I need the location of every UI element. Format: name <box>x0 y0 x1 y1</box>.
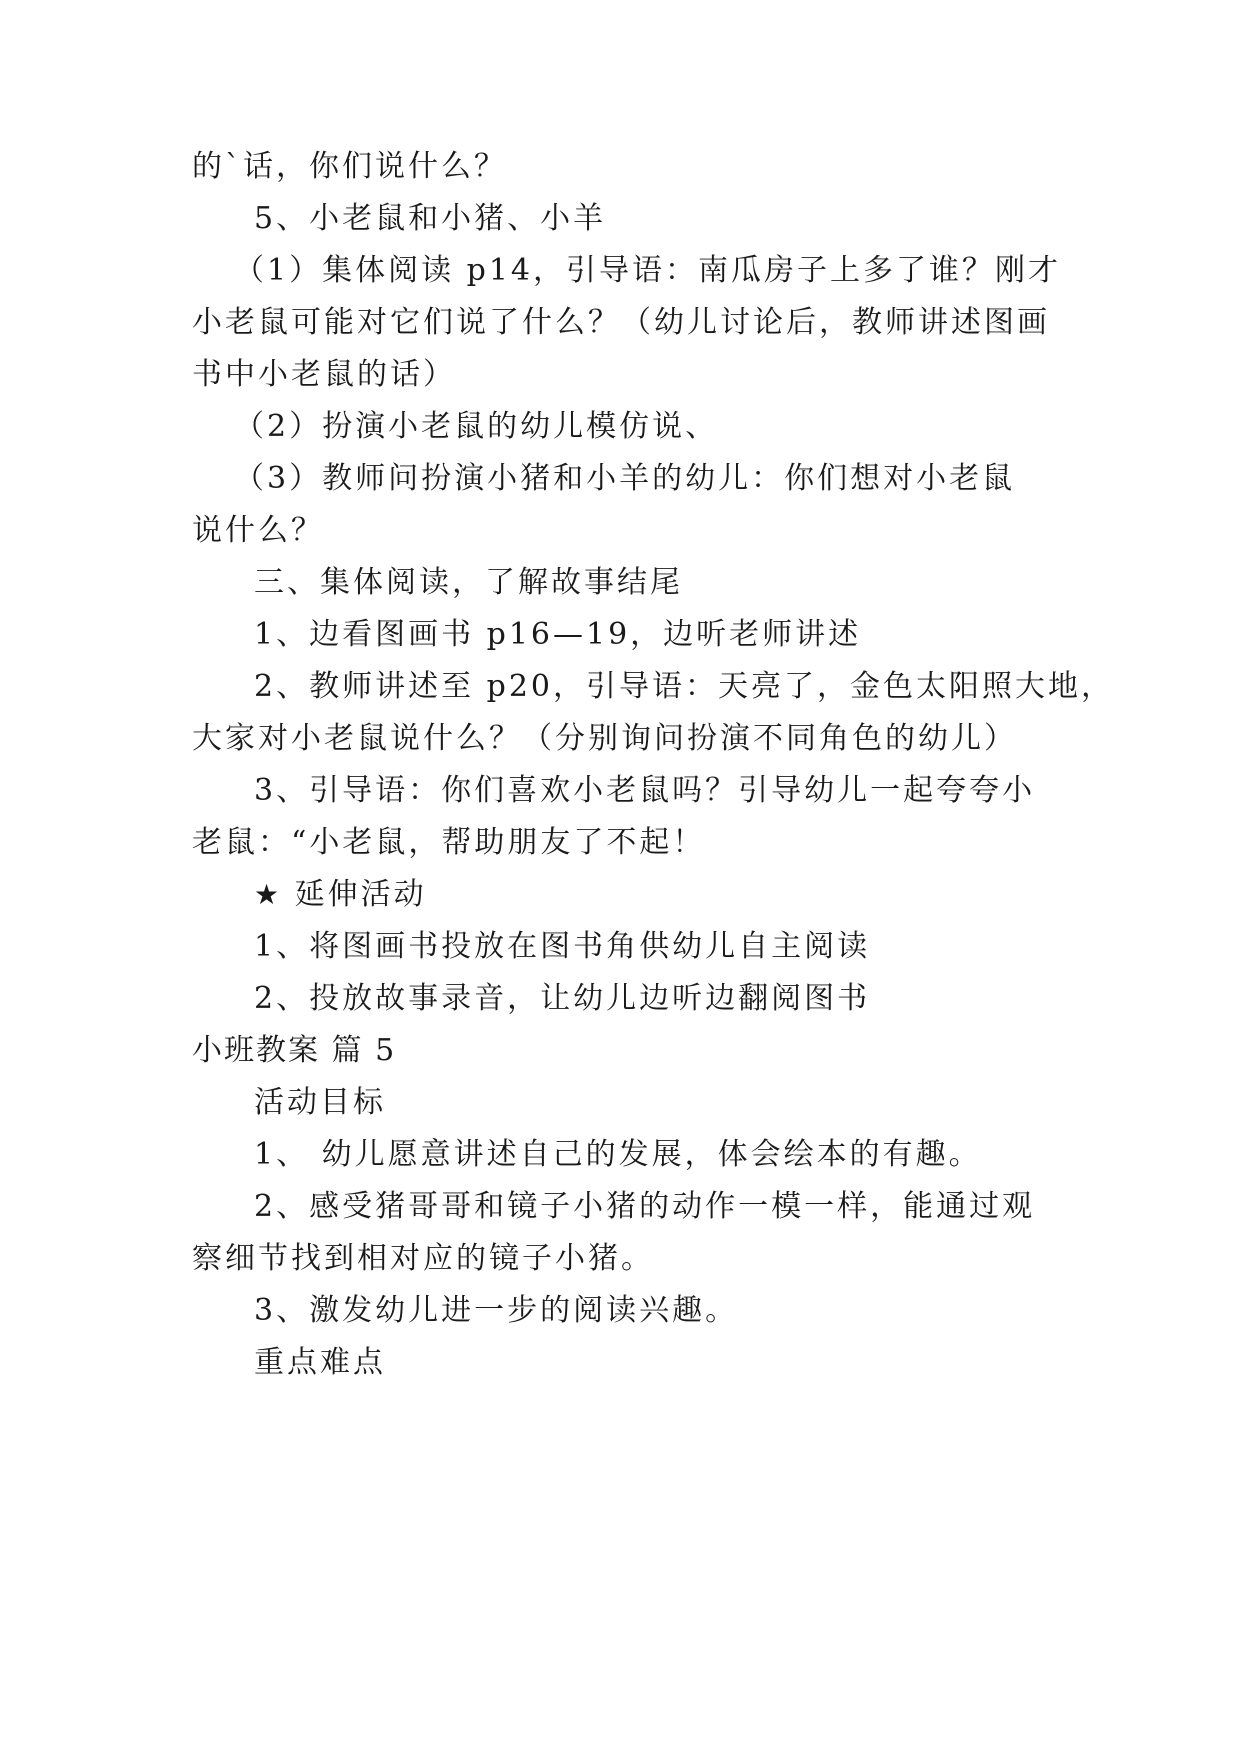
text-line-9: 三、集体阅读，了解故事结尾 <box>254 565 683 600</box>
star-icon: ★ <box>254 878 283 911</box>
text-line-23: 3、激发幼儿进一步的阅读兴趣。 <box>254 1293 739 1328</box>
text-line-4: 小老鼠可能对它们说了什么？（幼儿讨论后，教师讲述图画 <box>192 305 1050 340</box>
text-line-17: 2、投放故事录音，让幼儿边听边翻阅图书 <box>254 981 871 1016</box>
text-line-8: 说什么？ <box>192 513 324 548</box>
text-line-13: 3、引导语：你们喜欢小老鼠吗？引导幼儿一起夸夸小 <box>254 773 1036 808</box>
text-line-16: 1、将图画书投放在图书角供幼儿自主阅读 <box>254 929 871 964</box>
text-line-10: 1、边看图画书 p16—19，边听老师讲述 <box>254 617 862 652</box>
extension-activity-heading <box>254 875 427 915</box>
text-line-22: 察细节找到相对应的镜子小猪。 <box>192 1241 654 1276</box>
extension-activity-label: 延伸活动 <box>294 877 427 912</box>
text-line-6: （2）扮演小老鼠的幼儿模仿说、 <box>234 409 719 444</box>
text-line-20: 1、 幼儿愿意讲述自己的发展，体会绘本的有趣。 <box>254 1137 982 1172</box>
text-line-14: 老鼠：“小老鼠，帮助朋友了不起！ <box>192 825 706 860</box>
text-line-24: 重点难点 <box>254 1345 386 1380</box>
text-line-19: 活动目标 <box>254 1085 386 1120</box>
text-line-7: （3）教师问扮演小猪和小羊的幼儿：你们想对小老鼠 <box>234 461 1016 496</box>
text-line-5: 书中小老鼠的话） <box>192 357 456 392</box>
text-line-2: 5、小老鼠和小猪、小羊 <box>254 201 607 236</box>
text-line-1: 的`话，你们说什么？ <box>192 149 507 184</box>
text-line-12: 大家对小老鼠说什么？（分别询问扮演不同角色的幼儿） <box>192 721 1017 756</box>
section-title: 小班教案 篇 5 <box>192 1033 397 1068</box>
text-line-11: 2、教师讲述至 p20，引导语：天亮了，金色太阳照大地， <box>254 669 1115 704</box>
text-line-3: （1）集体阅读 p14，引导语：南瓜房子上多了谁？刚才 <box>234 253 1062 288</box>
text-line-21: 2、感受猪哥哥和镜子小猪的动作一模一样，能通过观 <box>254 1189 1036 1224</box>
